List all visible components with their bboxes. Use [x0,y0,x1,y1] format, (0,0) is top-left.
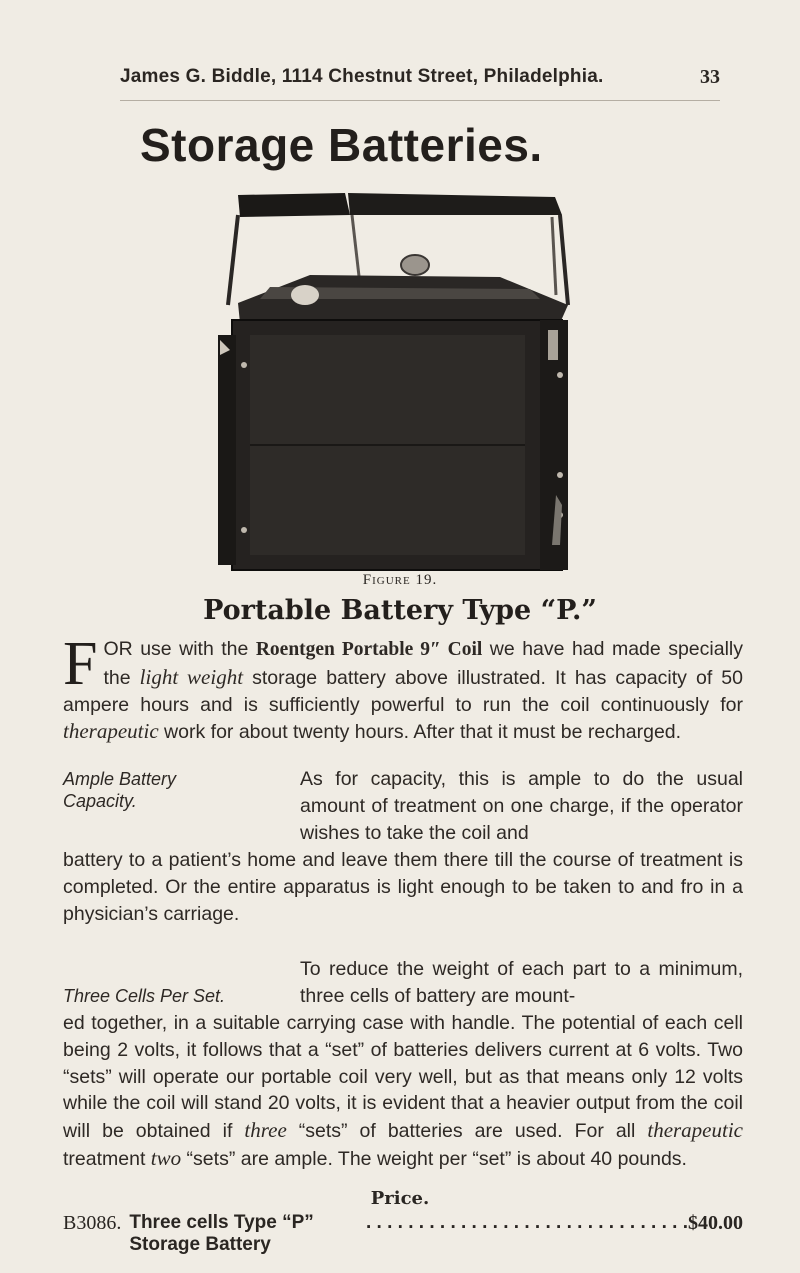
para1-text-3: storage battery above illustrated. It has capacity of 50 ampere hours and is sufficiently powerful to run the coil continuously for [63,666,743,716]
battery-illustration [200,185,600,585]
paragraph-capacity-full: battery to a patient’s home and leave them there till the course of treatment is completed. Or the entire apparatus is light enough to be taken to and fro in a physician’s carriage. [63,849,743,925]
para3-emphasis-two: two [150,1145,182,1170]
para1-coil-name: Roentgen Portable 9″ Coil [255,639,483,660]
para3-text-1: ed together, in a suitable carrying case with handle. The potential of each cell being 2 volts, it follows that a “set” of batteries delivers current at 6 volts. Two “sets” will operate our portable coil very well, but as that means only 12 volts while the coil will stand 20 volts, it is evident that a heavier output from the coil will be obtained if [63,1012,743,1143]
paragraph-capacity-right: As for capacity, this is ample to do the usual amount of treatment on one charge, if the operator wishes to take the coil and [300,768,743,844]
para1-text-4: work for about twenty hours. After that it must be recharged. [158,721,682,744]
price-amount: $40.00 [688,1212,743,1234]
price-leader-dots: . . . . . . . . . . . . . . . . . . . . . . . . . . . . . . . [365,1212,688,1233]
side-note-cells: Three Cells Per Set. [63,986,226,1006]
para3-emphasis-therapeutic: therapeutic [647,1118,743,1143]
drop-cap: F [63,630,98,698]
figure-battery [200,185,600,585]
header-rule [120,100,720,101]
running-head: James G. Biddle, 1114 Chestnut Street, Philadelphia. [120,66,604,87]
para1-text-1: OR use with the [103,638,256,660]
para1-emphasis-light: light weight [139,664,244,689]
paragraph-intro [63,630,743,746]
section-subhead: Portable Battery Type “P.” [203,595,597,626]
para3-text-3: treatment [63,1147,151,1170]
page-title: Storage Batteries. [140,119,543,171]
paragraph-cells-right: To reduce the weight of each part to a minimum, three cells of battery are mount- [300,958,743,1007]
price-heading: Price. [370,1188,430,1209]
paragraph-cells-full [63,1010,743,1173]
page-number: 33 [700,66,720,88]
para1-emphasis-therapeutic: therapeutic [63,719,159,744]
price-line [63,1212,743,1256]
price-catalog-code: B3086. [63,1212,122,1234]
para1-text-2: we have had made specially the [103,638,743,689]
para3-text-2: “sets” of batteries are used. For all [286,1120,648,1143]
price-description: Three cells Type “P” Storage Battery [129,1212,314,1255]
para3-emphasis-three: three [244,1118,287,1143]
para3-text-4: “sets” are ample. The weight per “set” is about 40 pounds. [181,1147,687,1170]
side-note-capacity: Ample Battery Capacity. [63,769,177,811]
figure-caption: Figure 19. [362,572,438,588]
